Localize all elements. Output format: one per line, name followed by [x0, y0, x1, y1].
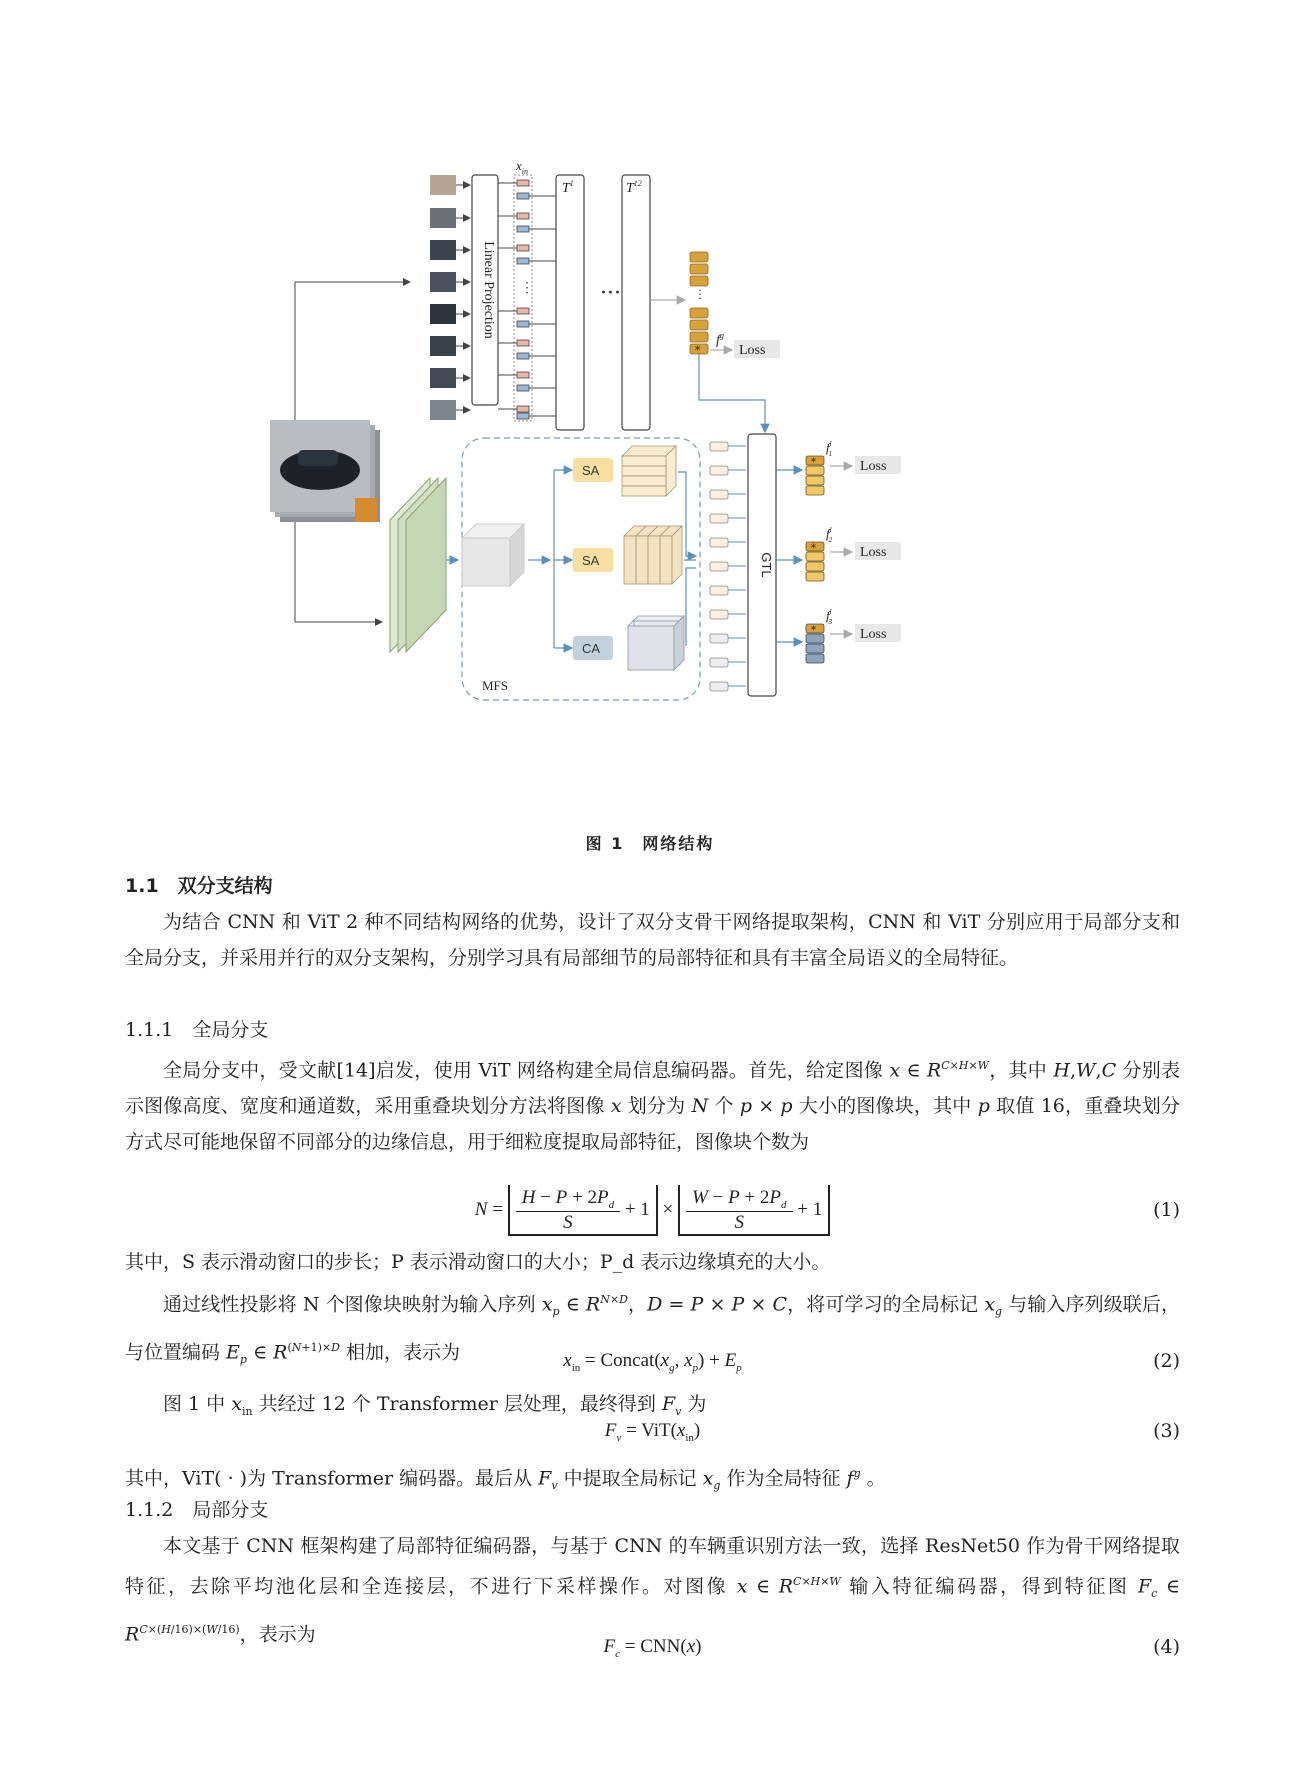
- f1-sub: 1: [828, 450, 833, 458]
- local-1-star: *: [811, 457, 816, 468]
- local-2-star: *: [811, 543, 816, 554]
- equation-2: $x_{in}$ = $Concat(x_g$, $x_p) + E_p$ (2): [563, 1350, 1180, 1374]
- paragraph-local-branch: 本文基于 CNN 框架构建了局部特征编码器，与基于 CNN 的车辆重识别方法一致，选择 ResNet50 作为骨干网络提取特征，去除平均池化层和全连接层，不进行下采样操作。对图像 x ∈ $R^{C\times H\times W}$ 输入特征编码器，得到特征图 $F_c$ ∈ $R^{C\times(H/16)\times(W/16)}$，表示为: [125, 1535, 1180, 1646]
- f1-sup: l: [829, 440, 832, 448]
- svg-text:fl2: [826, 526, 833, 544]
- f3-label: f: [826, 608, 830, 623]
- svg-text:fl3: [826, 608, 833, 626]
- equation-1: N = $\frac{H - P + 2P_d}{S}$ + 1 × $\frac{W - P + 2P_d}{S}$ + 1 (1): [125, 1185, 1180, 1245]
- equation-2-number: (2): [1153, 1350, 1180, 1372]
- figure-caption: 图 1 网络结构: [585, 834, 715, 853]
- image-patches: [430, 175, 456, 420]
- layer-ellipsis: ···: [600, 281, 621, 306]
- sa-feature-horizontal: [622, 446, 676, 496]
- equation-4: $F_c = CNN(x)$ (4): [603, 1636, 1180, 1660]
- equation-3: $F_v = ViT(x_{in})$ (3): [604, 1420, 1180, 1444]
- svg-text:xin: [515, 158, 528, 176]
- token-sequence: [517, 180, 529, 419]
- local-3-star: *: [811, 625, 816, 636]
- f2-label: f: [826, 526, 830, 541]
- fg-sup: g: [719, 331, 724, 340]
- f2-sup: l: [829, 526, 832, 534]
- paragraph-dual-branch: 为结合 CNN 和 ViT 2 种不同结构网络的优势，设计了双分支骨干网络提取架构，CNN 和 ViT 分别应用于局部分支和全局分支，并采用并行的双分支架构，分别学习具有局部细节的局部特征和具有丰富全局语义的全局特征。: [125, 911, 1180, 969]
- transformer-layer-12: [622, 175, 650, 430]
- gtl-label: GTL: [759, 552, 774, 578]
- t1-sup: 1: [569, 179, 574, 188]
- f3-sub: 3: [828, 618, 833, 626]
- ca-label: CA: [582, 641, 601, 656]
- local-token-sequence: [710, 442, 728, 691]
- section-heading-1-1-1: 1.1.1 全局分支: [125, 1019, 269, 1041]
- xin-label: x: [516, 158, 522, 173]
- paragraph-transformer-layers: 图 1 中 $x_{in}$ 共经过 12 个 Transformer 层处理，最终得到 $F_v$ 为: [163, 1393, 707, 1418]
- t12-sup: 12: [633, 179, 642, 188]
- t12-label: T: [626, 181, 634, 196]
- svg-text:fl1: [826, 440, 832, 458]
- equation-3-number: (3): [1153, 1420, 1180, 1442]
- transformer-layer-1: [556, 175, 584, 430]
- equation-1-number: (1): [1153, 1199, 1180, 1221]
- feature-map-cube: [462, 524, 524, 586]
- f1-label: f: [826, 440, 830, 455]
- t1-label: T: [562, 181, 570, 196]
- xin-sub: in: [521, 167, 529, 176]
- cnn-backbone: [390, 478, 446, 652]
- equation-4-number: (4): [1153, 1636, 1180, 1658]
- input-car-image: [270, 420, 380, 522]
- token-column: [514, 175, 532, 421]
- paragraph-eq1-explanation: 其中，S 表示滑动窗口的步长；P 表示滑动窗口的大小；P_d 表示边缘填充的大小。: [125, 1251, 831, 1273]
- svg-text:⋮: ⋮: [694, 287, 706, 301]
- section-heading-1-1: 1.1 双分支结构: [125, 875, 273, 897]
- paragraph-linear-projection: 通过线性投影将 N 个图像块映射为输入序列 $x_p$ ∈ $R^{N\times D}$，D = P × P × C，将可学习的全局标记 $x_g$ 与输入序列级联后，与位置编码 $E_p$ ∈ $R^{(N+1)\times D}$ 相加，表示为: [125, 1293, 1181, 1367]
- mfs-label: MFS: [482, 678, 509, 693]
- local-loss-1: Loss: [860, 459, 887, 474]
- section-heading-1-1-2: 1.1.2 局部分支: [125, 1499, 269, 1521]
- ca-feature-channel: [628, 616, 684, 670]
- sa-feature-vertical: [624, 526, 682, 584]
- sa-label-2: SA: [582, 553, 600, 568]
- network-structure-figure: [270, 158, 1050, 820]
- sa-label-1: SA: [582, 463, 600, 478]
- global-output-tokens: [690, 252, 708, 354]
- fg-label: f: [716, 333, 720, 348]
- token-ellipsis: ⋮: [520, 280, 534, 296]
- f3-sup: l: [829, 608, 832, 616]
- local-loss-3: Loss: [860, 627, 887, 642]
- local-loss-2: Loss: [860, 545, 887, 560]
- svg-text:fg: [716, 331, 724, 348]
- paragraph-global-branch: 全局分支中，受文献[14]启发，使用 ViT 网络构建全局信息编码器。首先，给定图像 x ∈ $R^{C\times H\times W}$，其中 H,W,C 分别表示图像高度、宽度和通道数，采用重叠块划分方法将图像 x 划分为 N 个 p × p 大小的图像块，其中 p 取值 16，重叠块划分方式尽可能地保留不同部分的边缘信息，用于细粒度提取局部特征，图像块个数为: [125, 1059, 1180, 1154]
- global-token-star: *: [695, 344, 701, 357]
- paragraph-vit-encoder: 其中，ViT( · )为 Transformer 编码器。最后从 $F_v$ 中提取全局标记 $x_g$ 作为全局特征 $f^g$ 。: [125, 1467, 886, 1493]
- linear-projection-label: Linear Projection: [481, 241, 496, 339]
- global-loss: Loss: [739, 343, 766, 358]
- f2-sub: 2: [828, 536, 833, 544]
